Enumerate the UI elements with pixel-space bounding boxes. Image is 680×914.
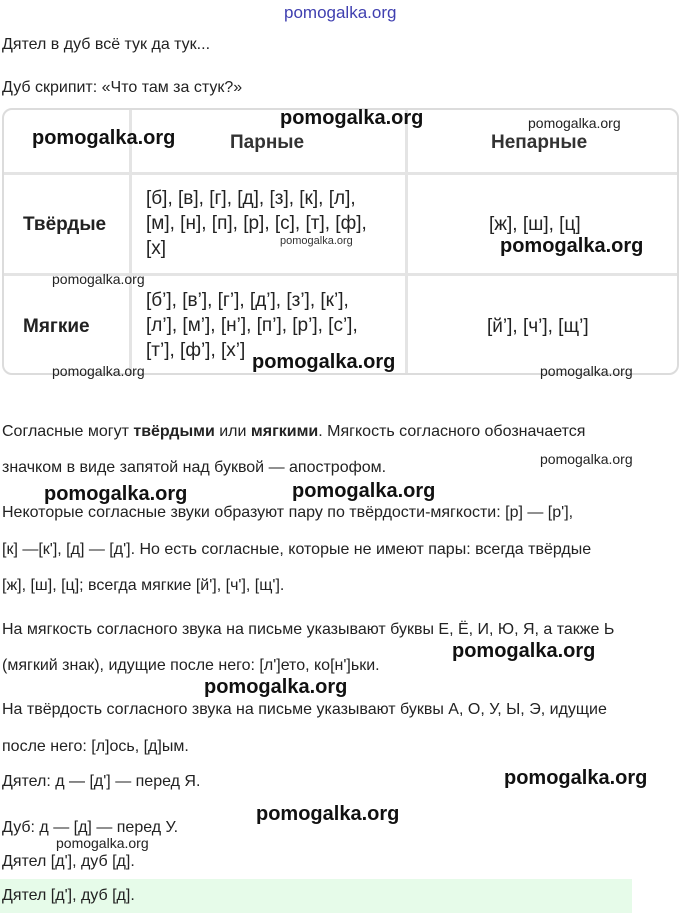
paragraph-1-line-2: значком в виде запятой над буквой — апострофом. xyxy=(2,459,387,476)
paragraph-2-line-2: [к] —[к'], [д] — [д']. Но есть согласные, которые не имеют пары: всегда твёрдые xyxy=(2,541,592,558)
watermark: pomogalka.org xyxy=(252,351,396,373)
paragraph-7: Дятел [д'], дуб [д]. xyxy=(2,853,135,870)
paragraph-2-line-3: [ж], [ш], [ц]; всегда мягкие [й'], [ч'], [щ']. xyxy=(2,577,285,594)
intro-line-1: Дятел в дуб всё тук да тук... xyxy=(2,36,211,53)
paragraph-6: Дуб: д — [д] — перед У. xyxy=(2,819,179,836)
watermark: pomogalka.org xyxy=(280,107,424,129)
paragraph-3-line-1: На мягкость согласного звука на письме указывают буквы Е, Ё, И, Ю, Я, а также Ь xyxy=(2,621,615,638)
watermark: pomogalka.org xyxy=(280,235,353,247)
watermark: pomogalka.org xyxy=(52,271,145,287)
hard-paired-line: [х] xyxy=(146,238,167,259)
paragraph-4-line-2: после него: [л]ось, [д]ым. xyxy=(2,738,189,755)
hard-paired-line: [м], [н], [п], [р], [с], [т], [ф], xyxy=(146,213,367,234)
soft-paired-line: [т’], [ф’], [х’] xyxy=(146,340,246,361)
soft-paired-line: [б’], [в’], [г’], [д’], [з’], [к’], xyxy=(146,290,349,311)
hard-unpaired-cell: [ж], [ш], [ц] xyxy=(489,214,581,235)
watermark: pomogalka.org xyxy=(256,803,400,825)
hard-paired-cell xyxy=(146,186,367,261)
watermark: pomogalka.org xyxy=(540,451,633,467)
soft-paired-line: [л’], [м’], [н’], [п’], [р’], [с’], xyxy=(146,315,358,336)
paragraph-5: Дятел: д — [д'] — перед Я. xyxy=(2,773,201,790)
watermark: pomogalka.org xyxy=(204,676,348,698)
row-label-hard: Твёрдые xyxy=(23,214,107,235)
watermark: pomogalka.org xyxy=(32,127,176,149)
watermark: pomogalka.org xyxy=(500,235,644,257)
paragraph-3-line-2: (мягкий знак), идущие после него: [л']ето, ко[н']ьки. xyxy=(2,657,380,674)
answer-highlight: Дятел [д'], дуб [д]. xyxy=(0,879,632,913)
watermark: pomogalka.org xyxy=(56,835,149,851)
hard-paired-line: [б], [в], [г], [д], [з], [к], [л], xyxy=(146,188,356,209)
paragraph-4-line-1: На твёрдость согласного звука на письме указывают буквы А, О, У, Ы, Э, идущие xyxy=(2,701,607,718)
row-label-soft: Мягкие xyxy=(23,316,90,337)
header-paired: Парные xyxy=(230,132,305,153)
watermark: pomogalka.org xyxy=(504,767,648,789)
paragraph-2-line-1: Некоторые согласные звуки образуют пару по твёрдости-мягкости: [р] — [р'], xyxy=(2,504,574,521)
watermark: pomogalka.org xyxy=(528,115,621,131)
watermark: pomogalka.org xyxy=(52,363,145,379)
watermark: pomogalka.org xyxy=(292,480,436,502)
watermark-top[interactable]: pomogalka.org xyxy=(284,3,397,22)
paragraph-1-line-1: Согласные могут твёрдыми или мягкими. Мягкость согласного обозначается xyxy=(2,423,586,440)
header-unpaired: Непарные xyxy=(491,132,588,153)
soft-unpaired-cell: [й’], [ч’], [щ’] xyxy=(487,316,589,337)
intro-line-2: Дуб скрипит: «Что там за стук?» xyxy=(2,79,243,96)
watermark: pomogalka.org xyxy=(540,363,633,379)
watermark: pomogalka.org xyxy=(452,640,596,662)
watermark: pomogalka.org xyxy=(44,483,188,505)
